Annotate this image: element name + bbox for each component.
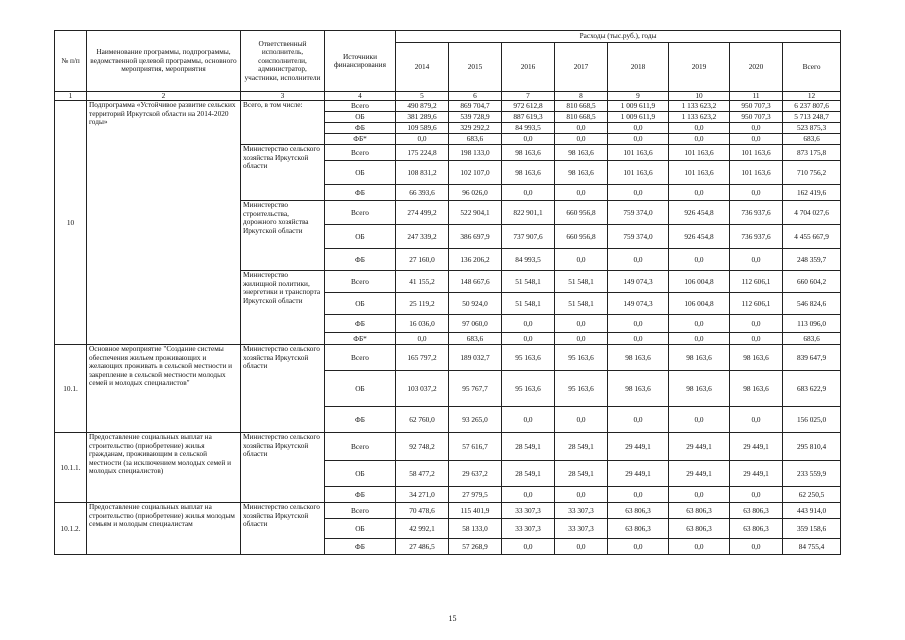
year-value: 98 163,6 — [555, 145, 608, 161]
year-value: 0,0 — [669, 315, 730, 333]
year-value: 63 806,3 — [608, 503, 669, 519]
total-value: 660 604,2 — [783, 271, 841, 293]
total-value: 683 622,9 — [783, 371, 841, 407]
year-value: 29 449,1 — [608, 461, 669, 487]
year-value: 103 037,2 — [396, 371, 449, 407]
year-value: 101 163,6 — [608, 161, 669, 185]
year-value: 98 163,6 — [730, 345, 783, 371]
row-index: 10.1. — [55, 345, 87, 433]
column-numbers-row — [55, 92, 841, 101]
year-value: 29 449,1 — [730, 433, 783, 461]
year-value: 539 728,9 — [449, 112, 502, 123]
executor-cell: Министерство жилищной политики, энергетики и транспорта Иркутской области — [241, 271, 325, 345]
year-value: 0,0 — [669, 249, 730, 271]
year-value: 0,0 — [502, 539, 555, 555]
year-value: 0,0 — [502, 407, 555, 433]
total-value: 710 756,2 — [783, 161, 841, 185]
year-value: 58 133,0 — [449, 519, 502, 539]
year-value: 0,0 — [608, 315, 669, 333]
year-value: 0,0 — [502, 185, 555, 201]
total-value: 113 096,0 — [783, 315, 841, 333]
year-value: 0,0 — [730, 134, 783, 145]
year-value: 95 163,6 — [555, 371, 608, 407]
total-value: 162 419,6 — [783, 185, 841, 201]
year-value: 106 004,8 — [669, 293, 730, 315]
header-total: Всего — [783, 43, 841, 92]
year-value: 0,0 — [608, 249, 669, 271]
year-value: 887 619,3 — [502, 112, 555, 123]
year-value: 41 155,2 — [396, 271, 449, 293]
year-value: 0,0 — [608, 333, 669, 345]
year-value: 115 401,9 — [449, 503, 502, 519]
year-value: 70 478,6 — [396, 503, 449, 519]
year-value: 50 924,0 — [449, 293, 502, 315]
year-value: 950 707,3 — [730, 101, 783, 112]
year-value: 0,0 — [555, 249, 608, 271]
header-executor: Ответственный исполнитель, соисполнители, администратор, участники, исполнители — [241, 31, 325, 92]
program-name: Предоставление социальных выплат на строительство (приобретение) жилья гражданам, проживающим в сельской местности (за исключением молодых семей и молодых специалистов) — [87, 433, 241, 503]
year-value: 28 549,1 — [502, 461, 555, 487]
year-value: 0,0 — [669, 333, 730, 345]
year-value: 109 589,6 — [396, 123, 449, 134]
year-value: 57 616,7 — [449, 433, 502, 461]
year-value: 98 163,6 — [730, 371, 783, 407]
year-value: 0,0 — [669, 134, 730, 145]
year-value: 0,0 — [730, 407, 783, 433]
year-value: 84 993,5 — [502, 123, 555, 134]
year-value: 112 606,1 — [730, 293, 783, 315]
funding-source: ОБ — [325, 161, 396, 185]
year-value: 0,0 — [730, 487, 783, 503]
year-value: 0,0 — [396, 134, 449, 145]
year-value: 149 074,3 — [608, 293, 669, 315]
year-value: 737 907,6 — [502, 225, 555, 249]
year-value: 1 009 611,9 — [608, 112, 669, 123]
year-value: 84 993,5 — [502, 249, 555, 271]
year-value: 51 548,1 — [555, 293, 608, 315]
column-number: 1 — [55, 92, 87, 101]
year-value: 58 477,2 — [396, 461, 449, 487]
program-name: Предоставление социальных выплат на строительство (приобретение) жилья молодым семьям и молодым специалистам — [87, 503, 241, 555]
header-sources: Источники финансирования — [325, 31, 396, 92]
executor-cell: Министерство сельского хозяйства Иркутской области — [241, 145, 325, 201]
year-value: 95 767,7 — [449, 371, 502, 407]
executor-cell: Всего, в том числе: — [241, 101, 325, 145]
total-value: 6 237 807,6 — [783, 101, 841, 112]
year-value: 92 748,2 — [396, 433, 449, 461]
year-value: 16 036,0 — [396, 315, 449, 333]
year-value: 0,0 — [730, 315, 783, 333]
funding-source: Всего — [325, 503, 396, 519]
year-value: 660 956,8 — [555, 225, 608, 249]
year-value: 274 499,2 — [396, 201, 449, 225]
year-value: 136 206,2 — [449, 249, 502, 271]
year-value: 175 224,8 — [396, 145, 449, 161]
year-value: 0,0 — [730, 249, 783, 271]
year-value: 57 268,9 — [449, 539, 502, 555]
year-value: 0,0 — [730, 333, 783, 345]
column-number: 6 — [449, 92, 502, 101]
funding-source: ФБ — [325, 315, 396, 333]
year-value: 63 806,3 — [669, 503, 730, 519]
funding-source: Всего — [325, 433, 396, 461]
year-value: 1 009 611,9 — [608, 101, 669, 112]
funding-source: ОБ — [325, 371, 396, 407]
funding-source: ФБ — [325, 249, 396, 271]
budget-table — [54, 30, 841, 555]
funding-source: ОБ — [325, 293, 396, 315]
year-value: 34 271,0 — [396, 487, 449, 503]
year-value: 33 307,3 — [502, 519, 555, 539]
total-value: 84 755,4 — [783, 539, 841, 555]
total-value: 523 875,3 — [783, 123, 841, 134]
year-value: 101 163,6 — [669, 161, 730, 185]
year-value: 29 449,1 — [669, 461, 730, 487]
funding-source: Всего — [325, 101, 396, 112]
year-value: 148 667,6 — [449, 271, 502, 293]
year-value: 0,0 — [730, 123, 783, 134]
year-value: 0,0 — [555, 315, 608, 333]
year-value: 29 449,1 — [608, 433, 669, 461]
total-value: 62 250,5 — [783, 487, 841, 503]
year-value: 27 979,5 — [449, 487, 502, 503]
funding-source: ОБ — [325, 461, 396, 487]
year-value: 0,0 — [555, 185, 608, 201]
header-year: 2016 — [502, 43, 555, 92]
year-value: 329 292,2 — [449, 123, 502, 134]
year-value: 810 668,5 — [555, 101, 608, 112]
year-value: 62 760,0 — [396, 407, 449, 433]
year-value: 0,0 — [669, 185, 730, 201]
year-value: 112 606,1 — [730, 271, 783, 293]
year-value: 0,0 — [669, 487, 730, 503]
funding-source: ОБ — [325, 112, 396, 123]
year-value: 0,0 — [669, 539, 730, 555]
header-year: 2020 — [730, 43, 783, 92]
year-value: 0,0 — [669, 407, 730, 433]
year-value: 0,0 — [669, 123, 730, 134]
year-value: 759 374,0 — [608, 225, 669, 249]
table-body — [55, 101, 841, 555]
table-row — [55, 433, 841, 461]
header-num: № п/п — [55, 31, 87, 92]
year-value: 51 548,1 — [555, 271, 608, 293]
funding-source: ОБ — [325, 519, 396, 539]
table-row — [55, 503, 841, 519]
total-value: 546 824,6 — [783, 293, 841, 315]
year-value: 95 163,6 — [502, 345, 555, 371]
year-value: 972 612,8 — [502, 101, 555, 112]
year-value: 63 806,3 — [669, 519, 730, 539]
year-value: 93 265,0 — [449, 407, 502, 433]
funding-source: Всего — [325, 201, 396, 225]
page-number: 15 — [448, 614, 457, 623]
year-value: 247 339,2 — [396, 225, 449, 249]
year-value: 33 307,3 — [555, 519, 608, 539]
year-value: 97 060,0 — [449, 315, 502, 333]
executor-cell: Министерство строительства, дорожного хозяйства Иркутской области — [241, 201, 325, 271]
document-page — [54, 30, 840, 555]
total-value: 359 158,6 — [783, 519, 841, 539]
column-number: 11 — [730, 92, 783, 101]
year-value: 381 289,6 — [396, 112, 449, 123]
year-value: 0,0 — [396, 333, 449, 345]
funding-source: ФБ — [325, 407, 396, 433]
year-value: 0,0 — [555, 123, 608, 134]
year-value: 386 697,9 — [449, 225, 502, 249]
column-number: 4 — [325, 92, 396, 101]
year-value: 165 797,2 — [396, 345, 449, 371]
year-value: 0,0 — [608, 123, 669, 134]
total-value: 156 025,0 — [783, 407, 841, 433]
year-value: 63 806,3 — [730, 503, 783, 519]
year-value: 98 163,6 — [502, 145, 555, 161]
year-value: 27 486,5 — [396, 539, 449, 555]
column-number: 10 — [669, 92, 730, 101]
year-value: 66 393,6 — [396, 185, 449, 201]
year-value: 736 937,6 — [730, 201, 783, 225]
year-value: 0,0 — [555, 407, 608, 433]
header-year: 2018 — [608, 43, 669, 92]
year-value: 950 707,3 — [730, 112, 783, 123]
year-value: 149 074,3 — [608, 271, 669, 293]
year-value: 822 901,1 — [502, 201, 555, 225]
year-value: 28 549,1 — [502, 433, 555, 461]
year-value: 95 163,6 — [502, 371, 555, 407]
year-value: 101 163,6 — [608, 145, 669, 161]
year-value: 98 163,6 — [669, 371, 730, 407]
total-value: 839 647,9 — [783, 345, 841, 371]
year-value: 95 163,6 — [555, 345, 608, 371]
year-value: 29 449,1 — [669, 433, 730, 461]
year-value: 869 704,7 — [449, 101, 502, 112]
year-value: 108 831,2 — [396, 161, 449, 185]
year-value: 0,0 — [502, 487, 555, 503]
year-value: 63 806,3 — [730, 519, 783, 539]
row-index: 10.1.2. — [55, 503, 87, 555]
year-value: 198 133,0 — [449, 145, 502, 161]
year-value: 810 668,5 — [555, 112, 608, 123]
year-value: 33 307,3 — [502, 503, 555, 519]
year-value: 51 548,1 — [502, 293, 555, 315]
table-row — [55, 345, 841, 371]
year-value: 98 163,6 — [502, 161, 555, 185]
program-name: Подпрограмма «Устойчивое развитие сельских территорий Иркутской области на 2014-2020 годы» — [87, 101, 241, 345]
year-value: 0,0 — [502, 315, 555, 333]
year-value: 29 449,1 — [730, 461, 783, 487]
year-value: 101 163,6 — [730, 145, 783, 161]
total-value: 4 704 027,6 — [783, 201, 841, 225]
funding-source: Всего — [325, 271, 396, 293]
header-year: 2014 — [396, 43, 449, 92]
year-value: 1 133 623,2 — [669, 112, 730, 123]
executor-cell: Министерство сельского хозяйства Иркутской области — [241, 433, 325, 503]
header-year: 2019 — [669, 43, 730, 92]
year-value: 0,0 — [502, 134, 555, 145]
year-value: 0,0 — [555, 539, 608, 555]
total-value: 248 359,7 — [783, 249, 841, 271]
year-value: 490 879,2 — [396, 101, 449, 112]
year-value: 926 454,8 — [669, 225, 730, 249]
funding-source: ФБ* — [325, 333, 396, 345]
funding-source: ФБ — [325, 539, 396, 555]
year-value: 102 107,0 — [449, 161, 502, 185]
year-value: 189 032,7 — [449, 345, 502, 371]
year-value: 98 163,6 — [608, 345, 669, 371]
row-index: 10.1.1. — [55, 433, 87, 503]
column-number: 9 — [608, 92, 669, 101]
year-value: 660 956,8 — [555, 201, 608, 225]
funding-source: ФБ — [325, 123, 396, 134]
year-value: 101 163,6 — [669, 145, 730, 161]
executor-cell: Министерство сельского хозяйства Иркутской области — [241, 345, 325, 433]
year-value: 683,6 — [449, 134, 502, 145]
year-value: 28 549,1 — [555, 433, 608, 461]
year-value: 98 163,6 — [608, 371, 669, 407]
funding-source: Всего — [325, 145, 396, 161]
header-year: 2015 — [449, 43, 502, 92]
year-value: 98 163,6 — [669, 345, 730, 371]
year-value: 759 374,0 — [608, 201, 669, 225]
total-value: 233 559,9 — [783, 461, 841, 487]
year-value: 0,0 — [730, 185, 783, 201]
total-value: 873 175,8 — [783, 145, 841, 161]
program-name: Основное мероприятие "Создание системы обеспечения жильем проживающих и желающих проживать в сельской местности и закрепление в сельской местности молодых семей и молодых специалистов" — [87, 345, 241, 433]
total-value: 683,6 — [783, 134, 841, 145]
funding-source: ОБ — [325, 225, 396, 249]
year-value: 51 548,1 — [502, 271, 555, 293]
row-index: 10 — [55, 101, 87, 345]
year-value: 42 992,1 — [396, 519, 449, 539]
column-number: 5 — [396, 92, 449, 101]
year-value: 0,0 — [555, 134, 608, 145]
column-number: 3 — [241, 92, 325, 101]
year-value: 0,0 — [555, 333, 608, 345]
year-value: 98 163,6 — [555, 161, 608, 185]
total-value: 443 914,0 — [783, 503, 841, 519]
year-value: 63 806,3 — [608, 519, 669, 539]
year-value: 27 160,0 — [396, 249, 449, 271]
year-value: 0,0 — [608, 407, 669, 433]
year-value: 106 004,8 — [669, 271, 730, 293]
year-value: 28 549,1 — [555, 461, 608, 487]
total-value: 295 810,4 — [783, 433, 841, 461]
year-value: 1 133 623,2 — [669, 101, 730, 112]
year-value: 736 937,6 — [730, 225, 783, 249]
year-value: 926 454,8 — [669, 201, 730, 225]
total-value: 5 713 248,7 — [783, 112, 841, 123]
year-value: 0,0 — [502, 333, 555, 345]
year-value: 0,0 — [608, 134, 669, 145]
year-value: 522 904,1 — [449, 201, 502, 225]
column-number: 8 — [555, 92, 608, 101]
header-name: Наименование программы, подпрограммы, ведомственной целевой программы, основного мероприятия, мероприятия — [87, 31, 241, 92]
funding-source: ФБ — [325, 185, 396, 201]
year-value: 25 119,2 — [396, 293, 449, 315]
year-value: 0,0 — [608, 539, 669, 555]
funding-source: ФБ* — [325, 134, 396, 145]
year-value: 101 163,6 — [730, 161, 783, 185]
funding-source: Всего — [325, 345, 396, 371]
year-value: 96 026,0 — [449, 185, 502, 201]
header-expenses: Расходы (тыс.руб.), годы — [396, 31, 841, 43]
year-value: 33 307,3 — [555, 503, 608, 519]
executor-cell: Министерство сельского хозяйства Иркутской области — [241, 503, 325, 555]
header-year: 2017 — [555, 43, 608, 92]
year-value: 0,0 — [608, 185, 669, 201]
year-value: 0,0 — [730, 539, 783, 555]
column-number: 12 — [783, 92, 841, 101]
year-value: 0,0 — [555, 487, 608, 503]
column-number: 2 — [87, 92, 241, 101]
year-value: 683,6 — [449, 333, 502, 345]
table-row — [55, 101, 841, 112]
year-value: 29 637,2 — [449, 461, 502, 487]
total-value: 683,6 — [783, 333, 841, 345]
column-number: 7 — [502, 92, 555, 101]
year-value: 0,0 — [608, 487, 669, 503]
funding-source: ФБ — [325, 487, 396, 503]
total-value: 4 455 667,9 — [783, 225, 841, 249]
